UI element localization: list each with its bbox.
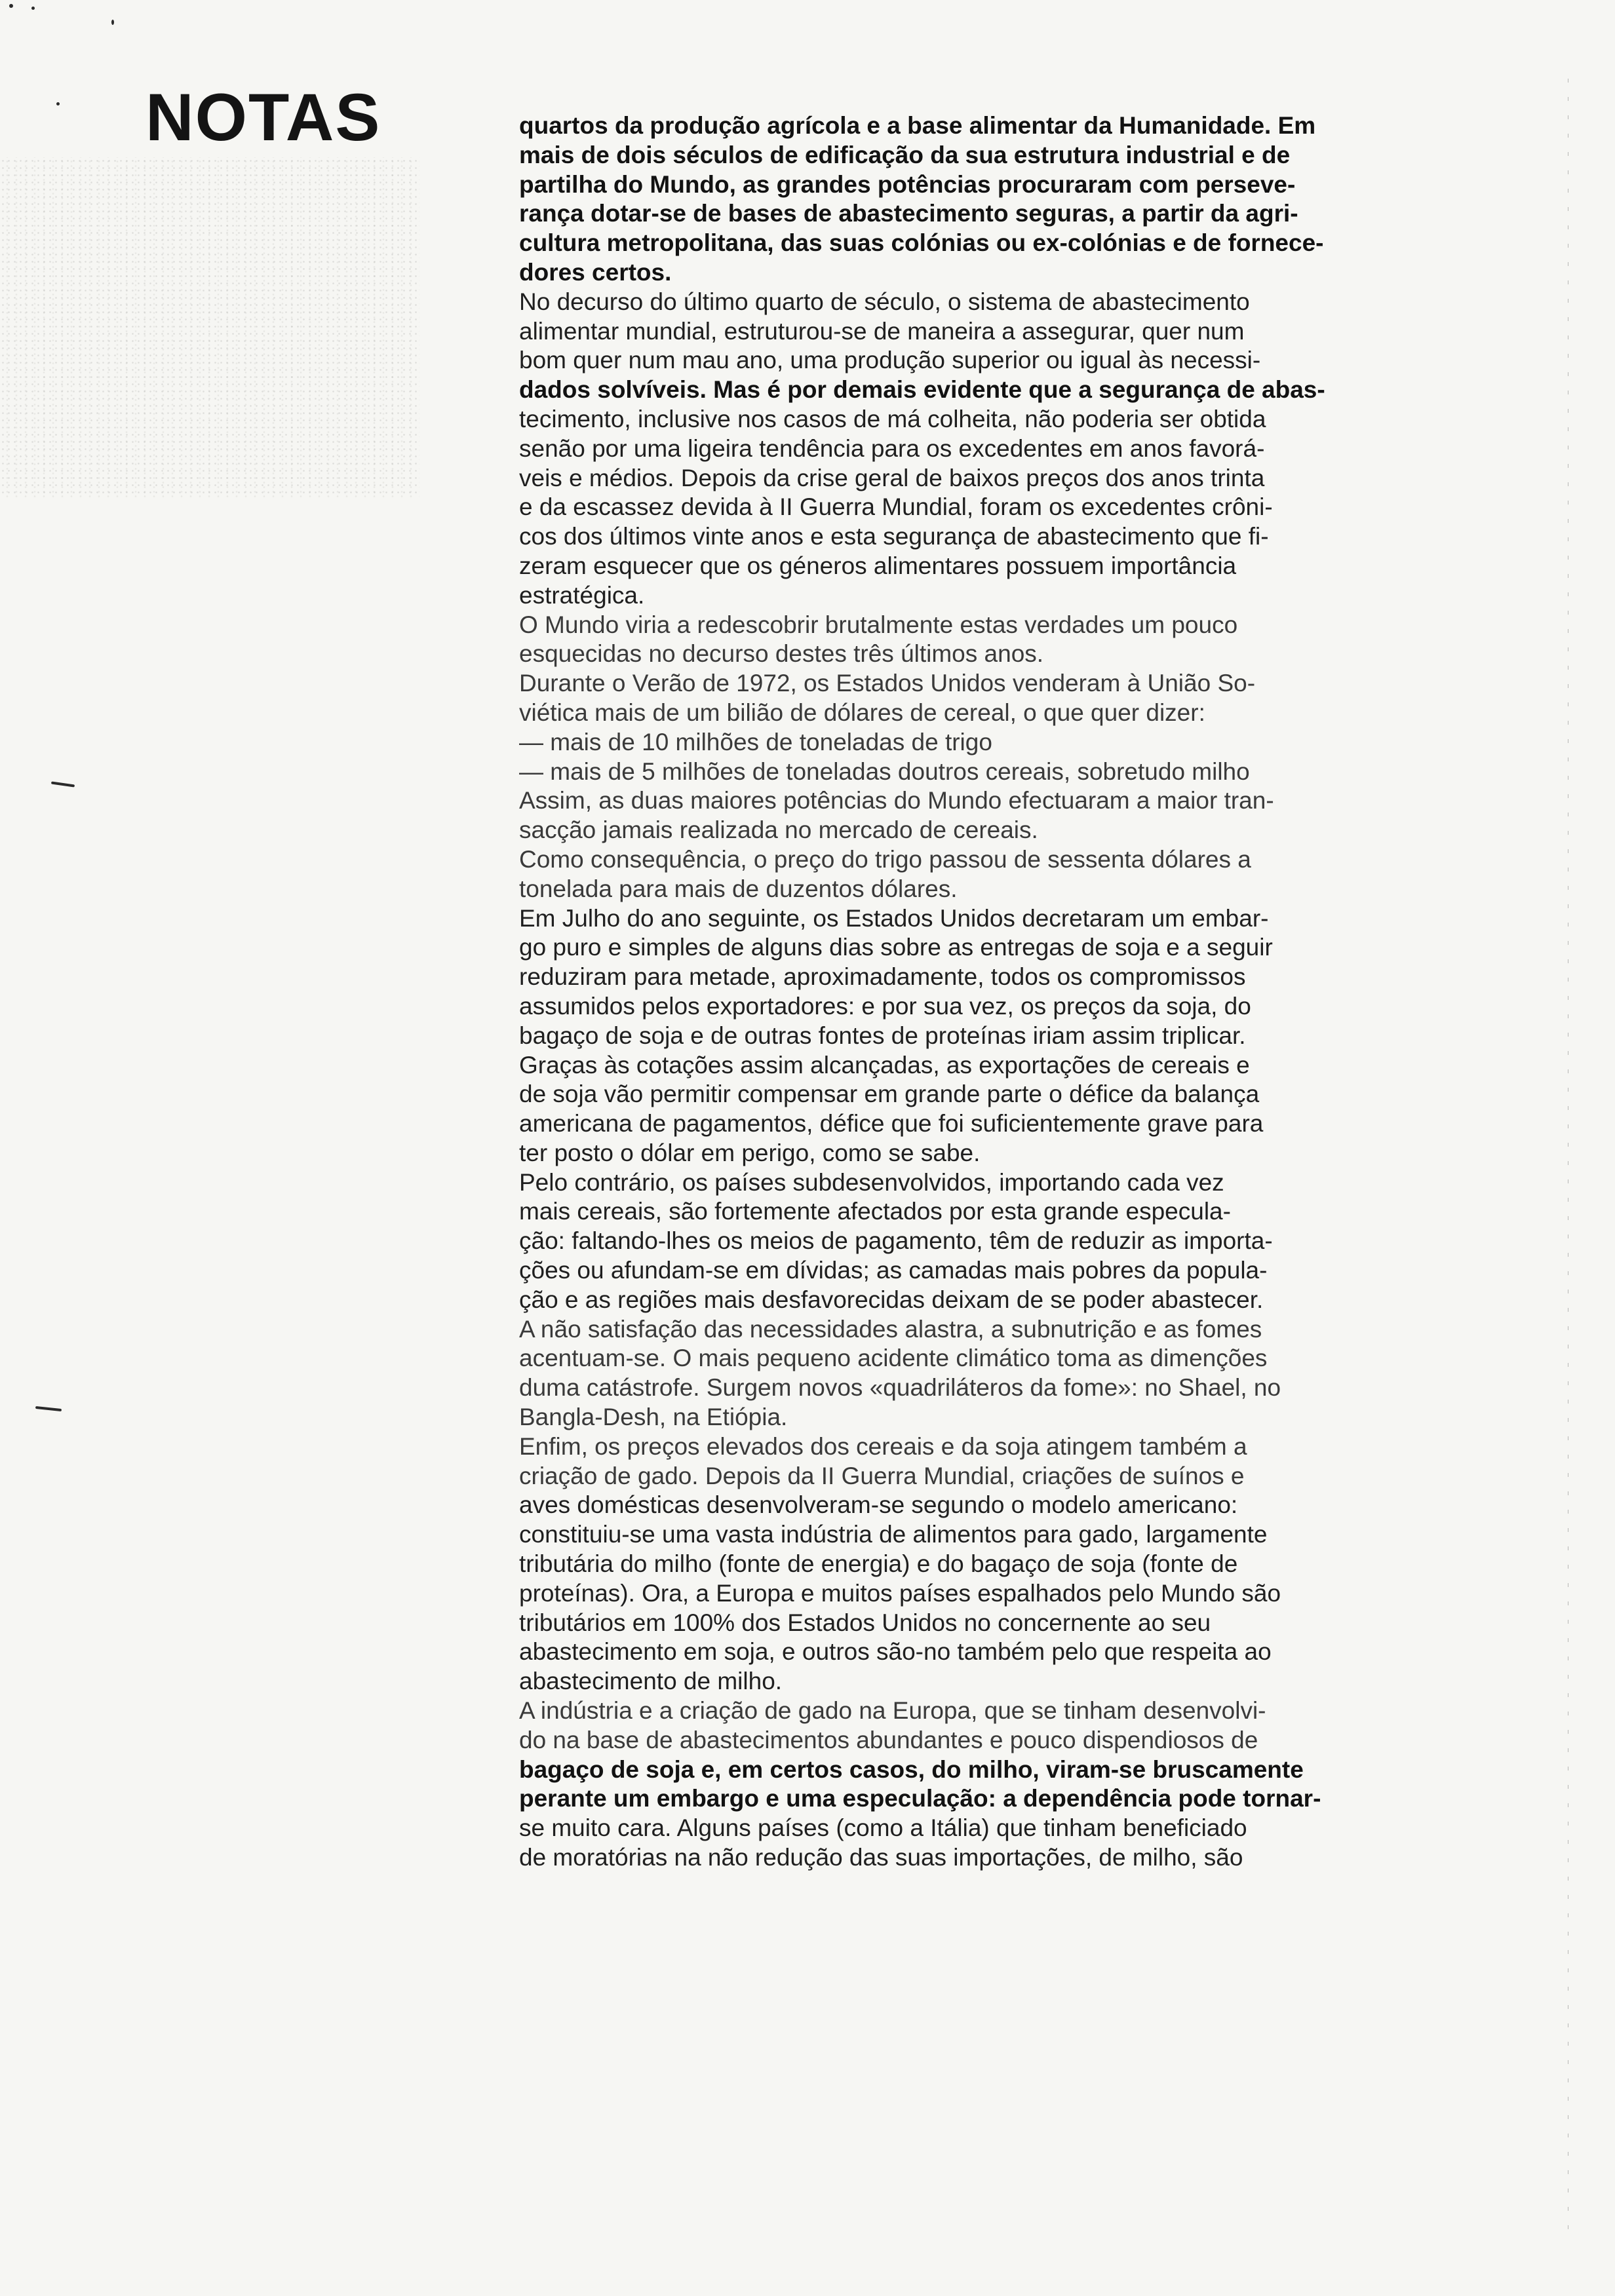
text-line: Enfim, os preços elevados dos cereais e da soja atingem também a bbox=[519, 1432, 1247, 1460]
text-line: assumidos pelos exportadores: e por sua vez, os preços da soja, do bbox=[519, 992, 1251, 1020]
text-line: alimentar mundial, estruturou-se de maneira a assegurar, quer num bbox=[519, 317, 1245, 345]
text-line: viética mais de um bilião de dólares de cereal, o que quer dizer: bbox=[519, 698, 1205, 726]
text-line: esquecidas no decurso destes três últimos anos. bbox=[519, 640, 1044, 668]
text-line: sacção jamais realizada no mercado de cereais. bbox=[519, 816, 1038, 844]
text-line: Durante o Verão de 1972, os Estados Unidos venderam à União So- bbox=[519, 670, 1256, 697]
text-line: Como consequência, o preço do trigo passou de sessenta dólares a bbox=[519, 845, 1251, 873]
text-line: O Mundo viria a redescobrir brutalmente estas verdades um pouco bbox=[519, 611, 1238, 638]
text-line: criação de gado. Depois da II Guerra Mundial, criações de suínos e bbox=[519, 1462, 1245, 1489]
text-line: — mais de 10 milhões de toneladas de trigo bbox=[519, 728, 992, 756]
text-line: Assim, as duas maiores potências do Mundo efectuaram a maior tran- bbox=[519, 787, 1274, 814]
text-line: Graças às cotações assim alcançadas, as exportações de cereais e bbox=[519, 1051, 1250, 1079]
text-line: acentuam-se. O mais pequeno acidente climático toma as dimenções bbox=[519, 1345, 1268, 1372]
text-line: bom quer num mau ano, uma produção superior ou igual às necessi- bbox=[519, 347, 1261, 374]
text-line: go puro e simples de alguns dias sobre as entregas de soja e a seguir bbox=[519, 934, 1273, 961]
text-line: bagaço de soja e de outras fontes de proteínas iriam assim triplicar. bbox=[519, 1022, 1246, 1049]
text-line: de moratórias na não redução das suas importações, de milho, são bbox=[519, 1844, 1243, 1871]
text-line: constituiu-se uma vasta indústria de alimentos para gado, largamente bbox=[519, 1521, 1268, 1548]
text-line: mais cereais, são fortemente afectados por esta grande especula- bbox=[519, 1198, 1231, 1225]
text-line: do na base de abastecimentos abundantes e pouco dispendiosos de bbox=[519, 1726, 1258, 1753]
text-line: Pelo contrário, os países subdesenvolvidos, importando cada vez bbox=[519, 1168, 1224, 1196]
text-line: aves domésticas desenvolveram-se segundo o modelo americano: bbox=[519, 1491, 1238, 1519]
text-line: — mais de 5 milhões de toneladas doutros cereais, sobretudo milho bbox=[519, 757, 1250, 785]
text-line: cultura metropolitana, das suas colónias ou ex-colónias e de fornece- bbox=[519, 229, 1324, 257]
text-line: senão por uma ligeira tendência para os excedentes em anos favorá- bbox=[519, 434, 1265, 462]
text-line: reduziram para metade, aproximadamente, todos os compromissos bbox=[519, 963, 1246, 991]
scan-speck bbox=[31, 7, 35, 10]
text-line: abastecimento em soja, e outros são-no também pelo que respeita ao bbox=[519, 1638, 1272, 1666]
text-line: se muito cara. Alguns países (como a Itália) que tinham beneficiado bbox=[519, 1814, 1247, 1842]
text-line: perante um embargo e uma especulação: a dependência pode tornar- bbox=[519, 1785, 1321, 1812]
text-line: de soja vão permitir compensar em grande parte o défice da balança bbox=[519, 1081, 1260, 1108]
text-line: dores certos. bbox=[519, 258, 672, 286]
text-line: ções ou afundam-se em dívidas; as camadas mais pobres da popula- bbox=[519, 1257, 1268, 1284]
text-line: e da escassez devida à II Guerra Mundial, foram os excedentes crôni- bbox=[519, 493, 1273, 521]
text-line: Bangla-Desh, na Etiópia. bbox=[519, 1404, 788, 1431]
text-line: ter posto o dólar em perigo, como se sabe. bbox=[519, 1139, 981, 1166]
text-line: tonelada para mais de duzentos dólares. bbox=[519, 875, 958, 902]
text-line: mais de dois séculos de edificação da sua estrutura industrial e de bbox=[519, 141, 1291, 168]
text-line: tributária do milho (fonte de energia) e do bagaço de soja (fonte de bbox=[519, 1550, 1238, 1578]
scan-speck bbox=[111, 20, 114, 25]
text-line: veis e médios. Depois da crise geral de baixos preços dos anos trinta bbox=[519, 464, 1265, 491]
text-line: zeram esquecer que os géneros alimentares possuem importância bbox=[519, 552, 1237, 579]
scan-speck bbox=[56, 102, 60, 105]
text-line: ção e as regiões mais desfavorecidas deixam de se poder abastecer. bbox=[519, 1286, 1264, 1313]
text-line: tecimento, inclusive nos casos de má colheita, não poderia ser obtida bbox=[519, 405, 1266, 432]
text-line: A não satisfação das necessidades alastra, a subnutrição e as fomes bbox=[519, 1315, 1262, 1343]
body-text bbox=[519, 111, 1424, 1873]
text-line: quartos da produção agrícola e a base alimentar da Humanidade. Em bbox=[519, 112, 1316, 139]
text-line: tributários em 100% dos Estados Unidos no concernente ao seu bbox=[519, 1609, 1211, 1636]
text-line: duma catástrofe. Surgem novos «quadriláteros da fome»: no Shael, no bbox=[519, 1374, 1281, 1402]
margin-mark bbox=[51, 782, 75, 788]
margin-mark bbox=[35, 1406, 62, 1411]
text-line: rança dotar-se de bases de abastecimento seguras, a partir da agri- bbox=[519, 200, 1298, 227]
text-line: partilha do Mundo, as grandes potências procuraram com perseve- bbox=[519, 170, 1296, 198]
text-line: A indústria e a criação de gado na Europa, que se tinham desenvolvi- bbox=[519, 1697, 1266, 1725]
page-heading: NOTAS bbox=[146, 80, 381, 155]
text-line: abastecimento de milho. bbox=[519, 1668, 783, 1695]
scan-speck bbox=[9, 4, 13, 8]
scan-noise-patch bbox=[0, 157, 419, 498]
text-line: cos dos últimos vinte anos e esta segurança de abastecimento que fi- bbox=[519, 523, 1269, 550]
text-line: ção: faltando-lhes os meios de pagamento, têm de reduzir as importa- bbox=[519, 1227, 1273, 1255]
text-line: dados solvíveis. Mas é por demais evidente que a segurança de abas- bbox=[519, 376, 1325, 404]
text-line: Em Julho do ano seguinte, os Estados Unidos decretaram um embar- bbox=[519, 904, 1269, 932]
text-line: americana de pagamentos, défice que foi suficientemente grave para bbox=[519, 1110, 1264, 1138]
text-line: bagaço de soja e, em certos casos, do milho, viram-se bruscamente bbox=[519, 1755, 1304, 1783]
text-line: proteínas). Ora, a Europa e muitos países espalhados pelo Mundo são bbox=[519, 1579, 1281, 1607]
text-line: estratégica. bbox=[519, 581, 645, 609]
text-line: No decurso do último quarto de século, o sistema de abastecimento bbox=[519, 288, 1250, 315]
